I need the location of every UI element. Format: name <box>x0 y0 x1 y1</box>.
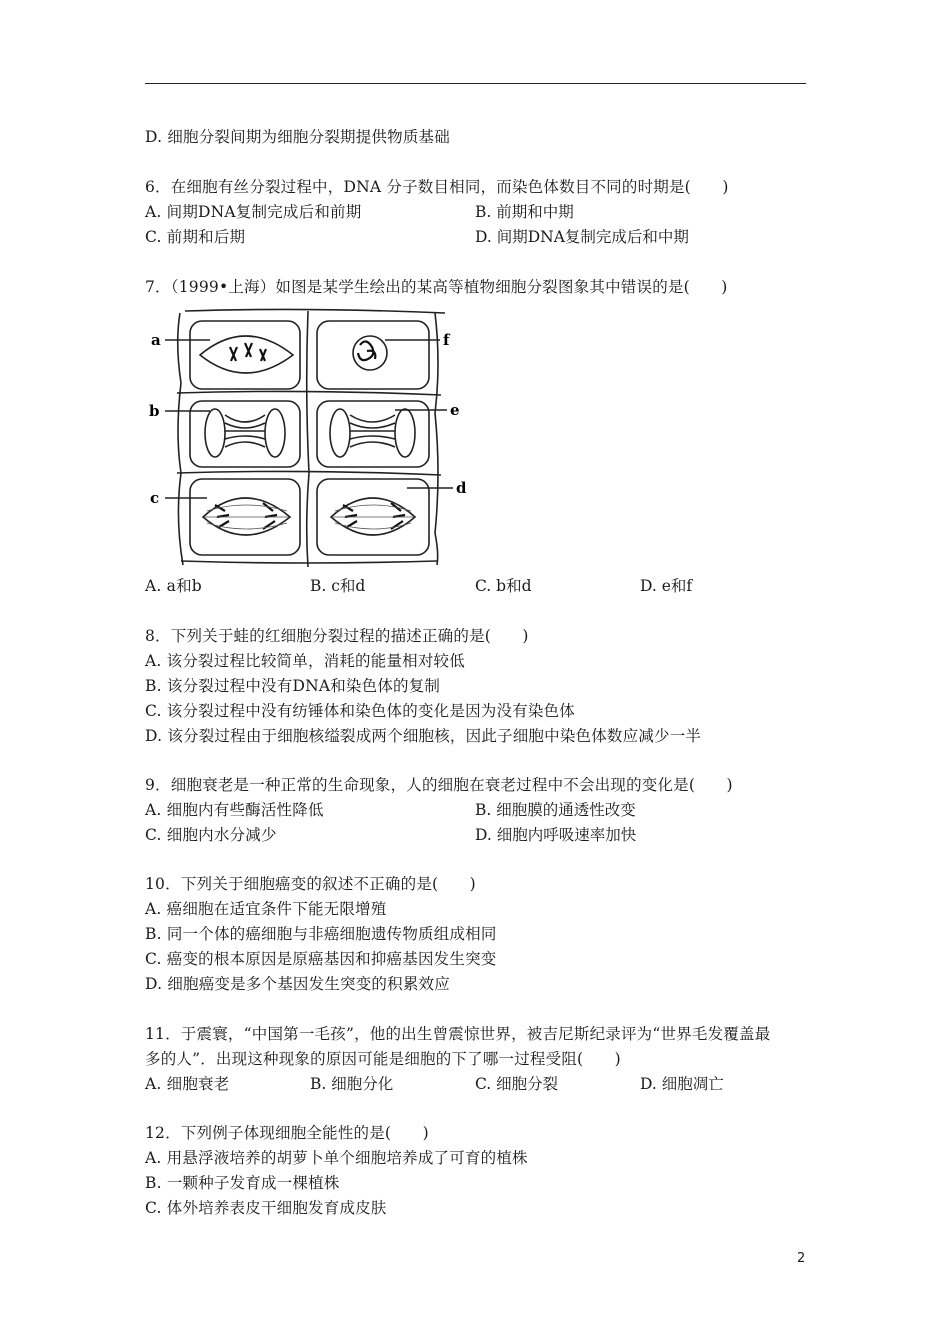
q8-option-a: A. 该分裂过程比较简单，消耗的能量相对较低 <box>145 652 465 670</box>
q11-option-b: B. 细胞分化 <box>310 1075 394 1093</box>
q7-stem: 7．（1999•上海）如图是某学生绘出的某高等植物细胞分裂图象其中错误的是( ) <box>145 278 728 296</box>
q11-option-a: A. 细胞衰老 <box>145 1075 230 1093</box>
q6-option-d: D. 间期DNA复制完成后和中期 <box>475 228 689 246</box>
q11-option-d: D. 细胞凋亡 <box>640 1075 724 1093</box>
q12-option-b: B. 一颗种子发育成一棵植株 <box>145 1174 340 1192</box>
q12-option-a: A. 用悬浮液培养的胡萝卜单个细胞培养成了可育的植株 <box>145 1149 528 1167</box>
q6-stem: 6．在细胞有丝分裂过程中，DNA 分子数目相同，而染色体数目不同的时期是( ) <box>145 178 729 196</box>
q5-option-d: D. 细胞分裂间期为细胞分裂期提供物质基础 <box>145 128 450 146</box>
label-b: b <box>149 402 160 420</box>
q11-stem-line1: 11．于震寰，“中国第一毛孩”，他的出生曾震惊世界，被吉尼斯纪录评为“世界毛发覆盖最 <box>145 1025 771 1043</box>
q9-option-a: A. 细胞内有些酶活性降低 <box>145 801 324 819</box>
q7-option-b: B. c和d <box>310 577 366 595</box>
q7-option-a: A. a和b <box>145 577 202 595</box>
label-f: f <box>443 331 450 349</box>
q6-option-a: A. 间期DNA复制完成后和前期 <box>145 203 362 221</box>
q9-option-d: D. 细胞内呼吸速率加快 <box>475 826 637 844</box>
q8-option-c: C. 该分裂过程中没有纺锤体和染色体的变化是因为没有染色体 <box>145 702 575 720</box>
q6-option-c: C. 前期和后期 <box>145 228 246 246</box>
q10-option-c: C. 癌变的根本原因是原癌基因和抑癌基因发生突变 <box>145 950 497 968</box>
header-rule <box>145 83 806 84</box>
q7-option-c: C. b和d <box>475 577 532 595</box>
label-e: e <box>450 401 460 419</box>
page-number: 2 <box>797 1251 806 1266</box>
q11-stem-line2: 多的人”．出现这种现象的原因可能是细胞的下了哪一过程受阻( ) <box>145 1050 621 1068</box>
q8-stem: 8．下列关于蛙的红细胞分裂过程的描述正确的是( ) <box>145 627 529 645</box>
cell-e <box>317 401 429 467</box>
label-d: d <box>456 479 467 497</box>
q10-option-a: A. 癌细胞在适宜条件下能无限增殖 <box>145 900 387 918</box>
q10-option-d: D. 细胞癌变是多个基因发生突变的积累效应 <box>145 975 450 993</box>
q8-option-b: B. 该分裂过程中没有DNA和染色体的复制 <box>145 677 441 695</box>
q7-option-d: D. e和f <box>640 577 693 595</box>
q10-stem: 10．下列关于细胞癌变的叙述不正确的是( ) <box>145 875 476 893</box>
label-c: c <box>150 489 160 507</box>
q12-stem: 12．下列例子体现细胞全能性的是( ) <box>145 1124 429 1142</box>
q9-option-c: C. 细胞内水分减少 <box>145 826 277 844</box>
q8-option-d: D. 该分裂过程由于细胞核缢裂成两个细胞核，因此子细胞中染色体数应减少一半 <box>145 727 702 745</box>
cell-a <box>190 321 300 389</box>
q12-option-c: C. 体外培养表皮干细胞发育成皮肤 <box>145 1199 387 1217</box>
q9-option-b: B. 细胞膜的通透性改变 <box>475 801 636 819</box>
q11-option-c: C. 细胞分裂 <box>475 1075 559 1093</box>
q9-stem: 9．细胞衰老是一种正常的生命现象，人的细胞在衰老过程中不会出现的变化是( ) <box>145 776 733 794</box>
label-a: a <box>151 331 161 349</box>
q6-option-b: B. 前期和中期 <box>475 203 574 221</box>
q7-cell-division-figure <box>145 303 475 571</box>
q10-option-b: B. 同一个体的癌细胞与非癌细胞遗传物质组成相同 <box>145 925 497 943</box>
